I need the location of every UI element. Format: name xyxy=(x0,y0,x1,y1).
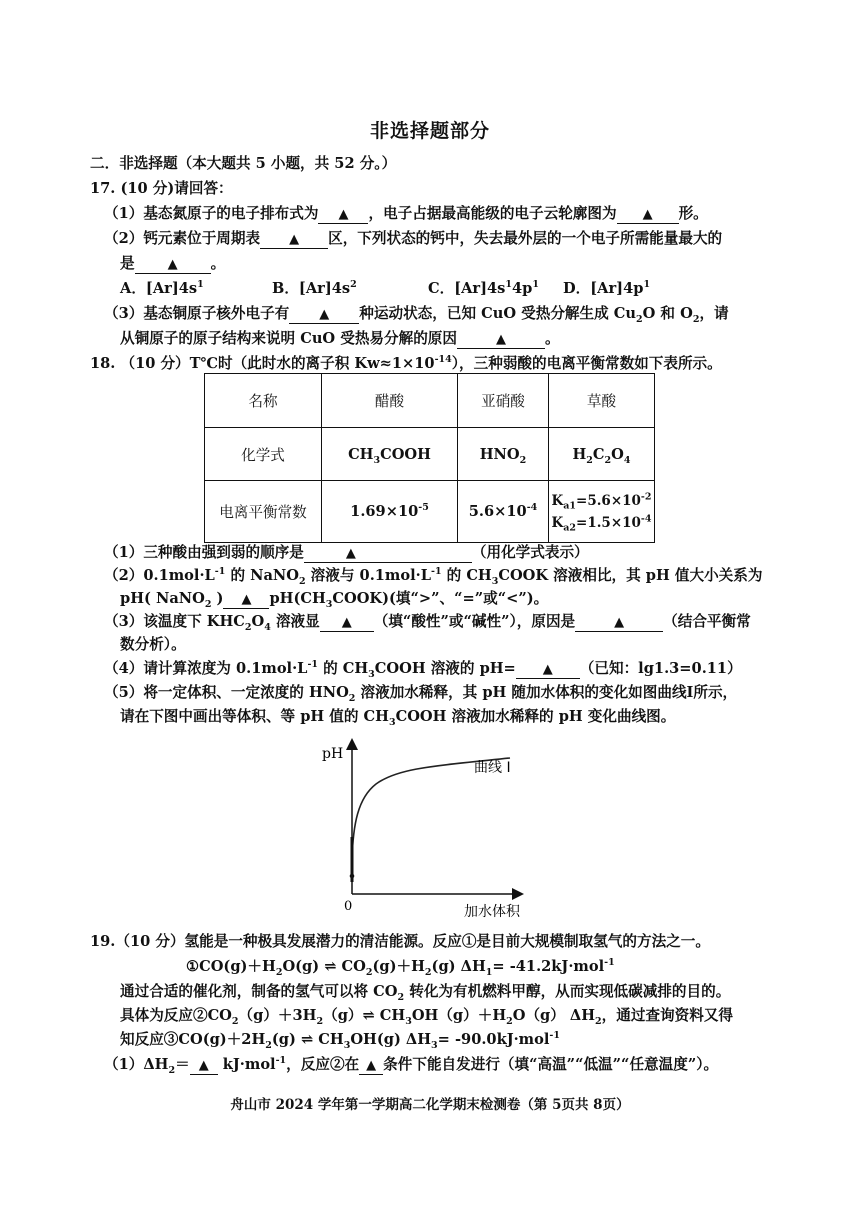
table-row xyxy=(205,428,655,481)
reaction-1: $①CO(g)+H_2O(g)$ ⇌ $CO_2(g)+H_2(g)$ $\Delta H_1= -41.2kJ\cdot mol^{-1}$ xyxy=(186,957,615,978)
q19-part1: $(1)\Delta H_2=$ ▲ kJ·mol$^{-1}$，反应②在 ▲ 条件下能自发进行（填“高温”“低温”“任意温度”）。 xyxy=(104,1055,719,1076)
answer-blank[interactable]: ▲ xyxy=(320,613,374,632)
curve-label: 曲线 Ⅰ xyxy=(474,760,511,776)
section-heading: 二．非选择题（本大题共 5 小题，共 52 分。） xyxy=(90,155,397,172)
table-row xyxy=(205,374,655,428)
table-header: 亚硝酸 xyxy=(458,374,549,428)
table-cell: $CH_3COOH$ xyxy=(322,428,458,481)
table-header: 名称 xyxy=(205,374,322,428)
acid-constants-table xyxy=(204,373,655,543)
q17-part1: （1）基态氮原子的电子排布式为 ▲ ，电子占据最高能级的电子云轮廓图为 ▲ 形。 xyxy=(104,205,708,222)
table-header: 草酸 xyxy=(549,374,655,428)
origin-label: 0 xyxy=(344,899,353,914)
answer-blank[interactable]: ▲ xyxy=(289,305,359,324)
answer-blank[interactable]: ▲ xyxy=(190,1056,218,1075)
answer-blank[interactable]: ▲ xyxy=(575,613,663,632)
page-title: 非选择题部分 xyxy=(369,120,490,142)
table-cell: $HNO_2$ xyxy=(458,428,549,481)
option-d[interactable]: D．$[Ar]4p^1$ xyxy=(563,279,651,297)
table-cell: 化学式 xyxy=(205,428,322,481)
option-a[interactable]: A．$[Ar]4s^1$ xyxy=(120,279,204,297)
answer-blank[interactable]: ▲ xyxy=(304,544,472,563)
start-point xyxy=(350,874,355,879)
x-axis-label: 加水体积 xyxy=(464,904,520,920)
q17-part3: （3）基态铜原子核外电子有 ▲ 种运动状态，已知 CuO 受热分解生成 $Cu_2O$ 和 $O_2$，请 xyxy=(104,305,729,325)
answer-blank[interactable]: ▲ xyxy=(260,230,328,249)
answer-blank[interactable]: ▲ xyxy=(617,205,679,224)
q19-heading: 19.（10 分）氢能是一种极具发展潜力的清洁能源。反应①是目前大规模制取氢气的方法之一。 xyxy=(90,933,710,950)
answer-blank[interactable]: ▲ xyxy=(318,205,368,224)
q17-options xyxy=(120,279,715,299)
table-cell: 电离平衡常数 xyxy=(205,481,322,543)
table-cell: $H_2C_2O_4$ xyxy=(549,428,655,481)
q18-part5-cont: 请在下图中画出等体积、等 pH 值的 $CH_3COOH$ 溶液加水稀释的 pH 变化曲线图。 xyxy=(120,708,676,728)
ph-dilution-graph xyxy=(318,732,540,924)
table-cell: $K_{a1}=5.6\times 10^{-2}$ $K_{a2}=1.5\times 10^{-4}$ xyxy=(549,481,655,543)
table-row xyxy=(205,481,655,543)
answer-blank[interactable]: ▲ xyxy=(135,255,211,274)
option-c[interactable]: C．$[Ar]4s^14p^1$ xyxy=(428,279,540,297)
page-footer: 舟山市 2024 学年第一学期高二化学期末检测卷（第 5页共 8页） xyxy=(230,1097,630,1113)
q18-part5: （5）将一定体积、一定浓度的 $HNO_2$ 溶液加水稀释，其 pH 随加水体积的变化如图曲线Ⅰ所示， xyxy=(104,684,738,704)
q18-part4: （4）请计算浓度为 $0.1mol\cdot L^{-1}$ 的 $CH_3COOH$ 溶液的 pH= ▲ （已知：lg1.3=0.11） xyxy=(104,659,742,680)
table-cell: $5.6\times 10^{-4}$ xyxy=(458,481,549,543)
q17-heading: 17. (10 分)请回答： xyxy=(90,180,233,197)
answer-blank[interactable]: ▲ xyxy=(223,590,269,609)
y-axis-label: pH xyxy=(322,746,344,762)
reaction-3: 知反应$③CO(g)+2H_2(g)$ ⇌ $CH_3OH(g)$ $\Delta H_3= -90.0kJ\cdot mol^{-1}$ xyxy=(120,1030,560,1051)
answer-blank[interactable]: ▲ xyxy=(359,1056,383,1075)
table-cell: $1.69\times 10^{-5}$ xyxy=(322,481,458,543)
answer-blank[interactable]: ▲ xyxy=(516,660,580,679)
q17-part2: （2）钙元素位于周期表 ▲ 区，下列状态的钙中，失去最外层的一个电子所需能量最大的 xyxy=(104,230,723,247)
q18-part3-cont: 数分析）。 xyxy=(120,636,186,653)
option-b[interactable]: B．$[Ar]4s^2$ xyxy=(272,279,357,297)
q19-text-1: 通过合适的催化剂，制备的氢气可以将 $CO_2$ 转化为有机燃料甲醇，从而实现低碳减排的目的。 xyxy=(120,983,731,1003)
q18-heading: 18. （10 分）T℃时（此时水的离子积 $Kw\approx 1\times 10^{-14}$），三种弱酸的电离平衡常数如下表所示。 xyxy=(90,354,722,372)
reaction-2: 具体为反应$②CO_2(g)+3H_2(g)\rightleftharpoons$ $CH_3OH(g)+H_2O(g)$ $\Delta H_2$，通过查询资料又得 xyxy=(120,1007,734,1027)
answer-blank[interactable]: ▲ xyxy=(457,330,545,349)
q18-part1: （1）三种酸由强到弱的顺序是 ▲ （用化学式表示） xyxy=(104,544,589,561)
q18-part3: （3）该温度下 $KHC_2O_4$ 溶液显 ▲ （填“酸性”或“碱性”），原因是 ▲ （结合平衡常 xyxy=(104,613,751,633)
table-header: 醋酸 xyxy=(322,374,458,428)
q18-part2-cont: pH( NaNO$_2$ ) ▲ $pH(CH_3COOK)$(填“>”、“=”或“<”)。 xyxy=(120,590,549,610)
q17-part3-cont: 从铜原子的原子结构来说明 CuO 受热易分解的原因 ▲ 。 xyxy=(120,330,560,347)
q17-part2-cont: 是 ▲ 。 xyxy=(120,255,226,272)
q18-part2: $(2)0.1mol\cdot L^{-1}$ 的 NaNO$_2$ 溶液与 $0.1mol\cdot L^{-1}$ 的 $CH_3COOK$ 溶液相比，其 pH 值大小关系为 xyxy=(104,566,763,587)
